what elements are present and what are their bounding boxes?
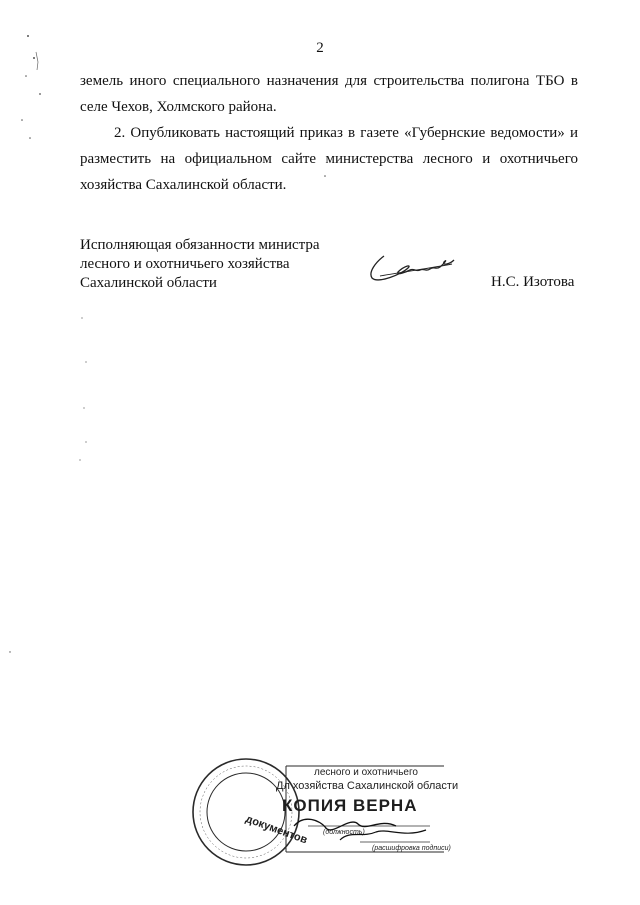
stamp-title: КОПИЯ ВЕРНА — [282, 796, 418, 815]
stamp-label-position: (должность) — [323, 829, 365, 836]
stamp-documents: документов — [243, 813, 309, 847]
signatory-title-line-1: Исполняющая обязанности министра — [80, 237, 320, 253]
handwritten-signature — [362, 250, 458, 288]
signatory-name: Н.С. Изотова — [491, 274, 575, 290]
signatory-title-line-2: лесного и охотничьего хозяйства — [80, 256, 290, 272]
paragraph-2: 2. Опубликовать настоящий приказ в газете «Губернские ведомости» и разместить на официальном сайте министерства лесного и охотничьего хозяйства Сахалинской области. — [80, 125, 578, 193]
page-number: 2 — [316, 40, 324, 56]
stamp-line-1: лесного и охотничьего — [314, 767, 418, 778]
signatory-title — [80, 236, 320, 293]
paragraph-1: земель иного специального назначения для строительства полигона ТБО в селе Чехов, Холмского района. — [80, 73, 578, 115]
signatory-title-line-3: Сахалинской области — [80, 275, 217, 291]
stamp-line-2: Дл хозяйства Сахалинской области — [276, 780, 459, 792]
stamp-label-signature: (расшифровка подписи) — [372, 845, 451, 852]
